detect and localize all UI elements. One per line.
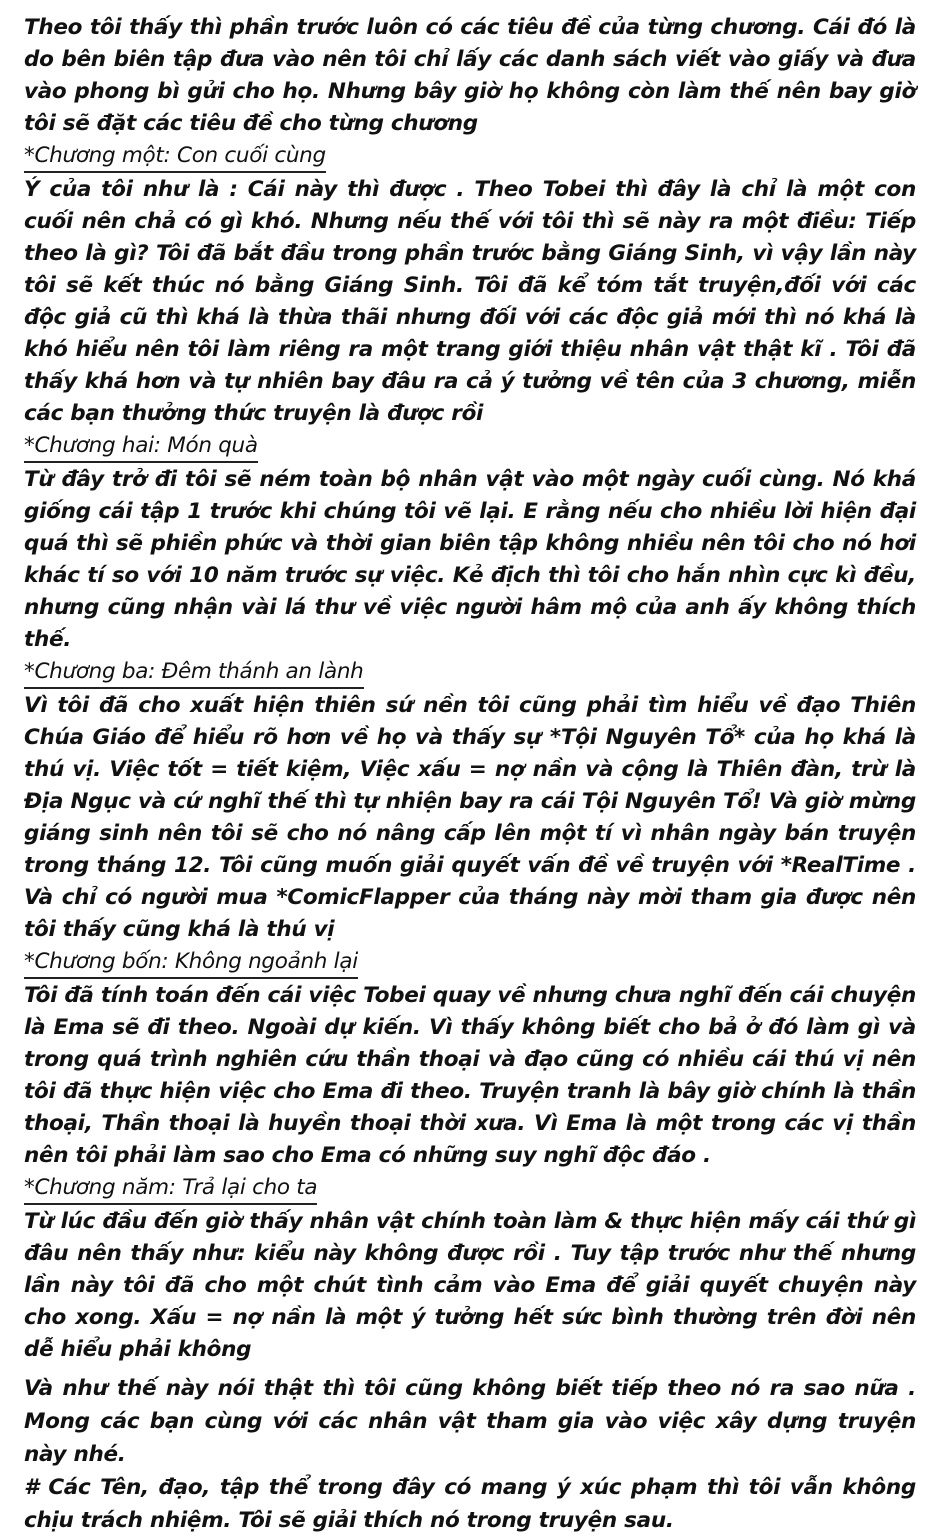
- chapter-section-1: [24, 140, 916, 430]
- chapter-heading: *Chương năm: Trả lại cho ta: [24, 1173, 317, 1205]
- disclaimer-paragraph: # Các Tên, đạo, tập thể trong đây có mang ý xúc phạm thì tôi vẫn không chịu trách nhiệm. Tôi sẽ giải thích nó trong truyện sau.: [24, 1475, 916, 1533]
- intro-paragraph: Theo tôi thấy thì phần trước luôn có các tiêu đề của từng chương. Cái đó là do bên biên tập đưa vào nên tôi chỉ lấy các danh sách viết vào giấy và đưa vào phong bì gửi cho họ. Nhưng bây giờ họ không còn làm thế nên bay giờ tôi sẽ đặt các tiêu đề cho từng chương: [24, 15, 916, 136]
- chapter-heading: *Chương bốn: Không ngoảnh lại: [24, 947, 358, 979]
- chapter-body: Từ lúc đầu đến giờ thấy nhân vật chính toàn làm & thực hiện mấy cái thứ gì đâu nên thấy như: kiểu này không được rồi . Tuy tập trước như thế nhưng lần này tôi đã cho một chút tình cảm vào Ema để giải quyết chuyện này cho xong. Xấu = nợ nần là một ý tưởng hết sức bình thường trên đời nên dễ hiểu phải không: [24, 1209, 916, 1362]
- chapter-section-3: [24, 656, 916, 946]
- chapter-section-5: [24, 1172, 916, 1366]
- chapter-body: Tôi đã tính toán đến cái việc Tobei quay về nhưng chưa nghĩ đến cái chuyện là Ema sẽ đi theo. Ngoài dự kiến. Vì thấy không biết cho bả ở đó làm gì và trong quá trình nghiên cứu thần thoại và đạo cũng có nhiều cái thú vị nên tôi đã thực hiện việc cho Ema đi theo. Truyện tranh là bây giờ chính là thần thoại, Thần thoại là huyền thoại thời xưa. Vì Ema là một trong các vị thần nên tôi phải làm sao cho Ema có những suy nghĩ độc đáo .: [24, 983, 916, 1168]
- closing-paragraph: Và như thế này nói thật thì tôi cũng không biết tiếp theo nó ra sao nữa . Mong các bạn cùng với các nhân vật tham gia vào việc xây dựng truyện này nhé.: [24, 1376, 916, 1467]
- chapter-heading: *Chương một: Con cuối cùng: [24, 141, 326, 173]
- chapter-body: Vì tôi đã cho xuất hiện thiên sứ nền tôi cũng phải tìm hiểu về đạo Thiên Chúa Giáo để hiểu rõ hơn về họ và thấy sự *Tội Nguyên Tổ* của họ khá là thú vị. Việc tốt = tiết kiệm, Việc xấu = nợ nần và cộng là Thiên đàn, trừ là Địa Ngục và cứ nghĩ thế thì tự nhiện bay ra cái Tội Nguyên Tổ! Và giờ mừng giáng sinh nên tôi sẽ cho nó nâng cấp lên một tí vì nhân ngày bán truyện trong tháng 12. Tôi cũng muốn giải quyết vấn đề về truyện với *RealTime . Và chỉ có người mua *ComicFlapper của tháng này mời tham gia được nên tôi thấy cũng khá là thú vị: [24, 693, 916, 942]
- chapter-heading: *Chương ba: Đêm thánh an lành: [24, 657, 364, 689]
- chapter-heading: *Chương hai: Món quà: [24, 431, 258, 463]
- chapter-section-4: [24, 946, 916, 1172]
- chapter-body: Từ đây trở đi tôi sẽ ném toàn bộ nhân vật vào một ngày cuối cùng. Nó khá giống cái tập 1 trước khi chúng tôi vẽ lại. E rằng nếu cho nhiều lời hiện đại quá thì sẽ phiền phức và thời gian biên tập không nhiều nên tôi cho nó hơi khác tí so với 10 năm trước sự việc. Kẻ địch thì tôi cho hắn nhìn cực kì đều, nhưng cũng nhận vài lá thư về việc người hâm mộ của anh ấy không thích thế.: [24, 467, 916, 652]
- chapter-body: Ý của tôi như là : Cái này thì được . Theo Tobei thì đây là chỉ là một con cuối nên chả có gì khó. Nhưng nếu thế với tôi thì sẽ này ra một điều: Tiếp theo là gì? Tôi đã bắt đầu trong phần trước bằng Giáng Sinh, vì vậy lần này tôi sẽ kết thúc nó bằng Giáng Sinh. Tôi đã kể tóm tắt truyện,đối với các độc giả cũ thì khá là thừa thãi nhưng đối với các độc giả mới thì nó khá là khó hiểu nên tôi làm riêng ra một trang giới thiệu nhân vật thật kĩ . Tôi đã thấy khá hơn và tự nhiên bay đâu ra cả ý tưởng về tên của 3 chương, miễn các bạn thưởng thức truyện là được rồi: [24, 177, 916, 426]
- chapter-section-2: [24, 430, 916, 656]
- closing-section: [24, 1372, 916, 1537]
